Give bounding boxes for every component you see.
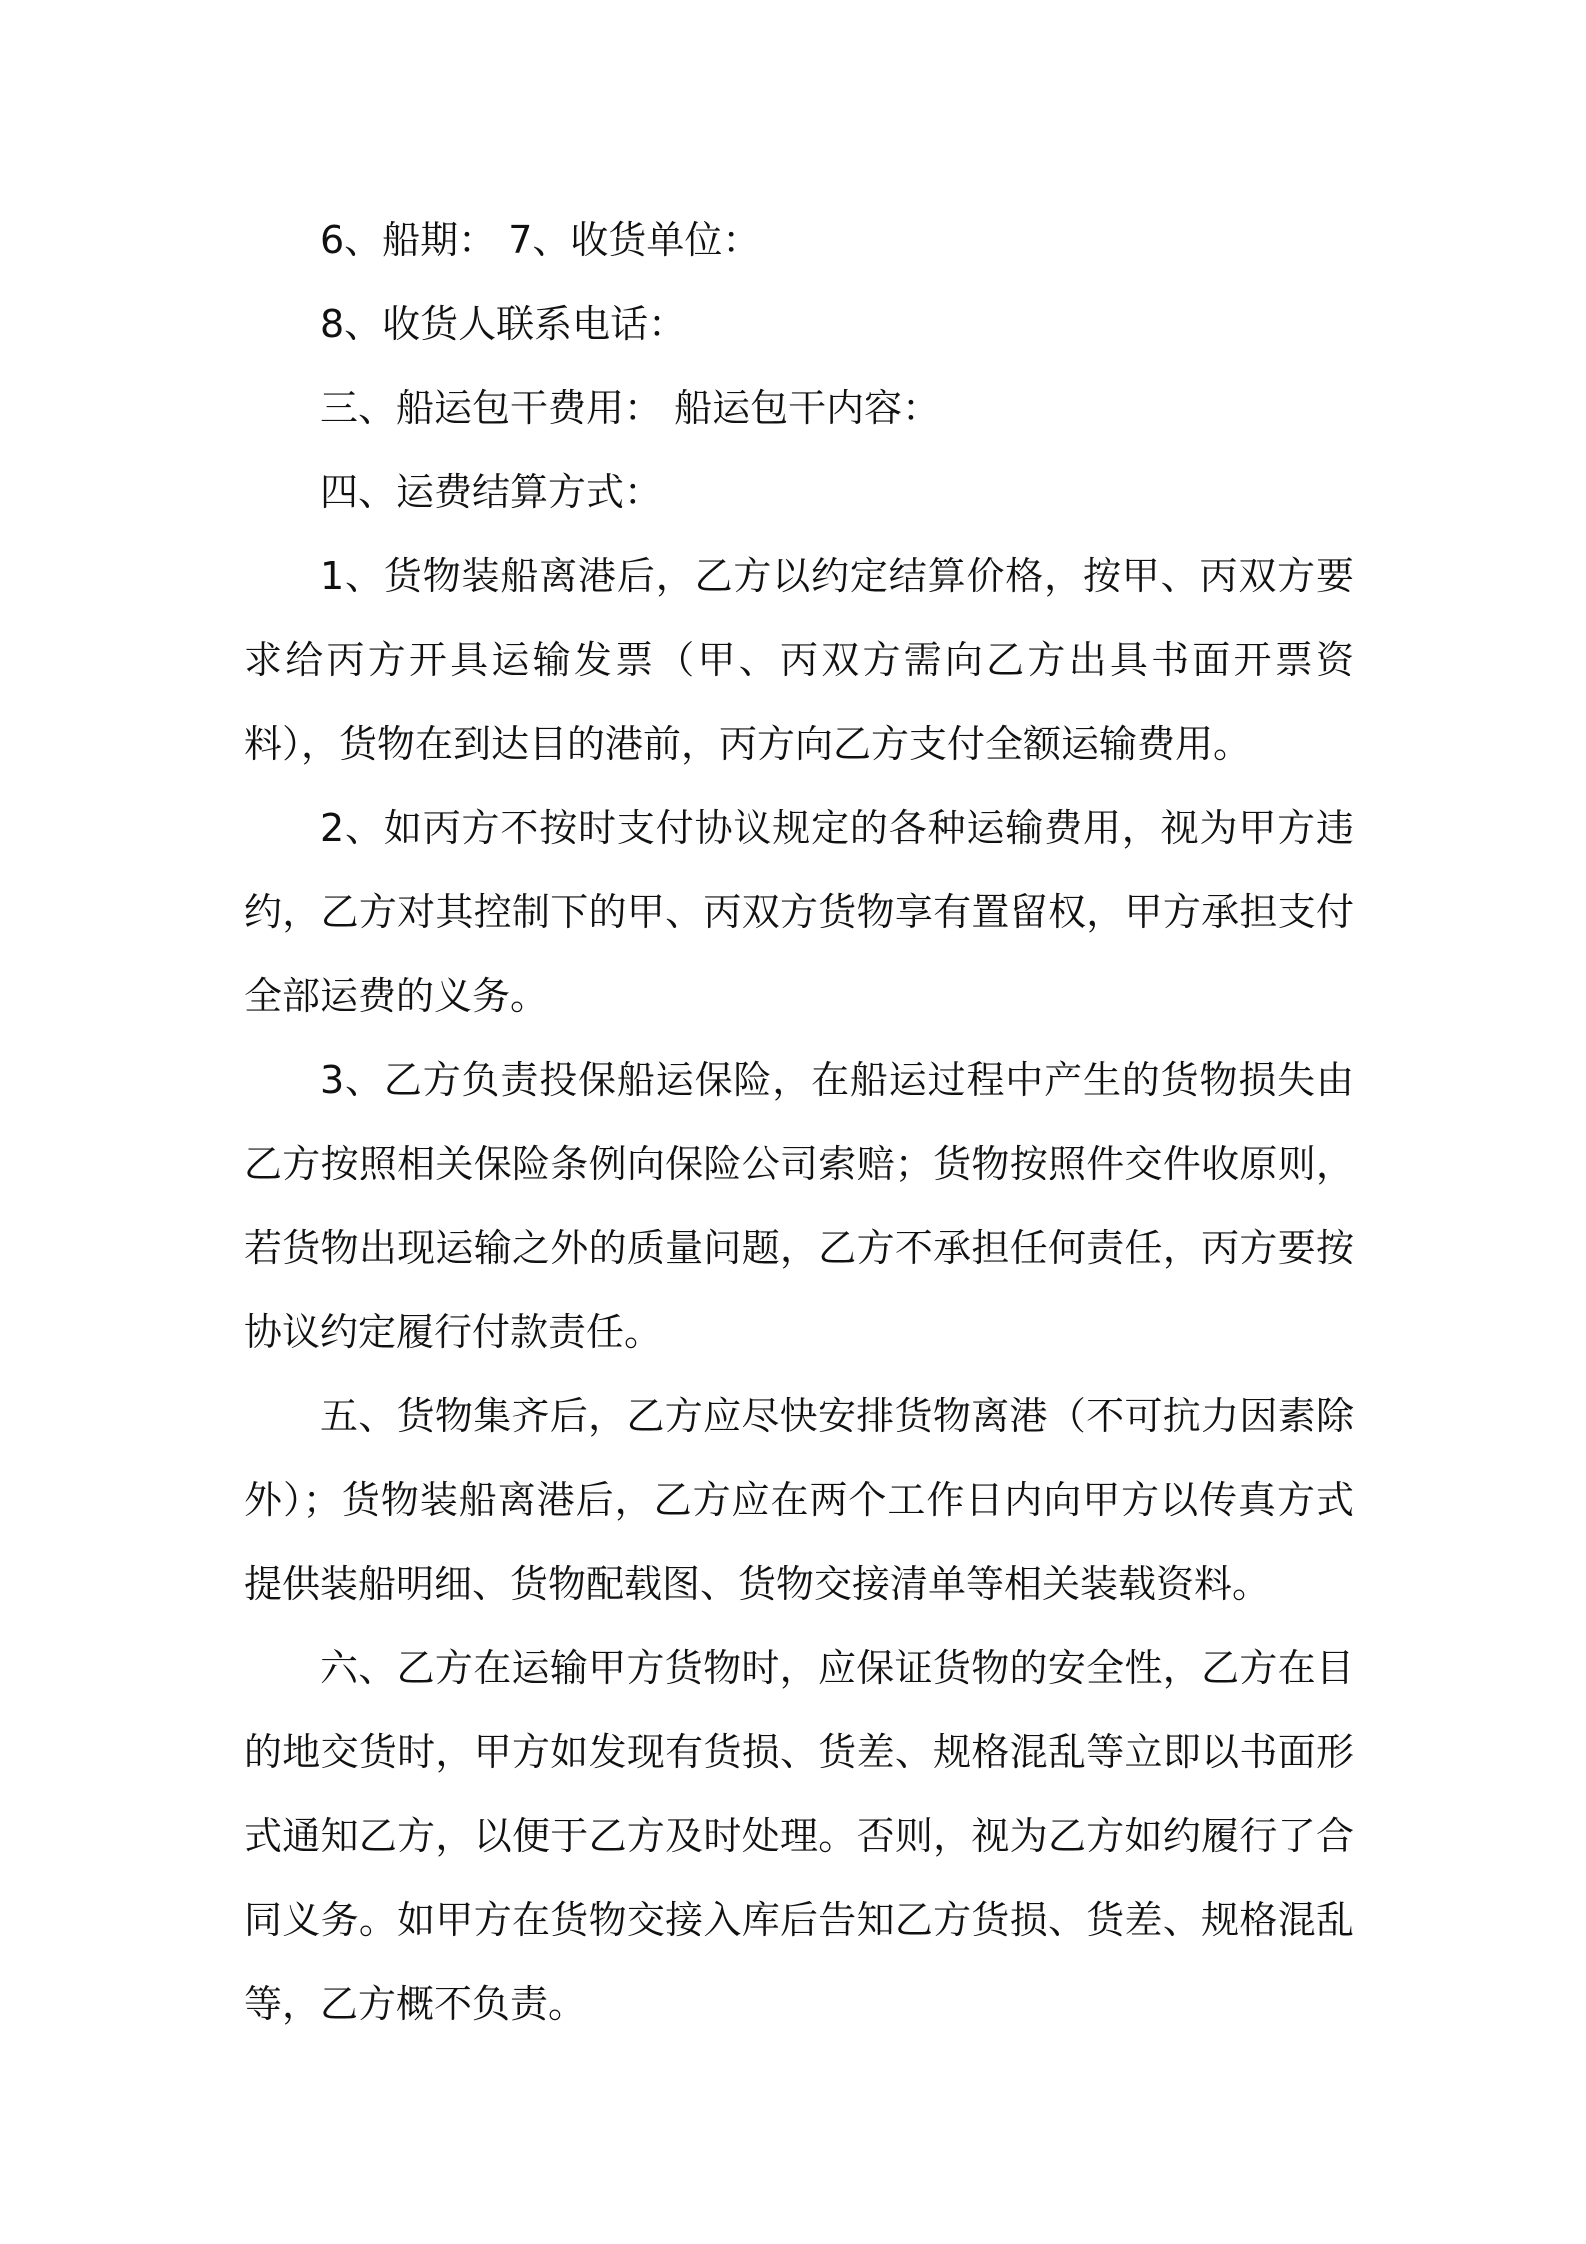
paragraph-lump-sum-fee: 三、船运包干费用： 船运包干内容： — [320, 386, 941, 430]
paragraph-section-six: 六、乙方在运输甲方货物时，应保证货物的安全性，乙方在目的地交货时，甲方如发现有货损、货差、规格混乱等立即以书面形式通知乙方，以便于乙方及时处理。否则，视为乙方如约履行了合同义务。如甲方在货物交接入库后告知乙方货损、货差、规格混乱等，乙方概不负责。 — [244, 1646, 1354, 2026]
document-body — [244, 198, 1354, 2046]
paragraph-consignee-phone: 8、收货人联系电话： — [320, 302, 687, 346]
paragraph-settlement-heading: 四、运费结算方式： — [320, 470, 663, 514]
paragraph-settlement-3: 3、乙方负责投保船运保险，在船运过程中产生的货物损失由乙方按照相关保险条例向保险公司索赔；货物按照件交件收原则，若货物出现运输之外的质量问题，乙方不承担任何责任，丙方要按协议约定履行付款责任。 — [244, 1058, 1354, 1354]
paragraph-settlement-1: 1、货物装船离港后，乙方以约定结算价格，按甲、丙双方要求给丙方开具运输发票（甲、丙双方需向乙方出具书面开票资料），货物在到达目的港前，丙方向乙方支付全额运输费用。 — [244, 554, 1354, 766]
paragraph-settlement-2: 2、如丙方不按时支付协议规定的各种运输费用，视为甲方违约，乙方对其控制下的甲、丙双方货物享有置留权，甲方承担支付全部运费的义务。 — [244, 806, 1354, 1018]
paragraph-shipping-date: 6、船期： 7、收货单位： — [320, 218, 761, 262]
paragraph-section-five: 五、货物集齐后，乙方应尽快安排货物离港（不可抗力因素除外）；货物装船离港后，乙方应在两个工作日内向甲方以传真方式提供装船明细、货物配载图、货物交接清单等相关装载资料。 — [244, 1394, 1354, 1606]
